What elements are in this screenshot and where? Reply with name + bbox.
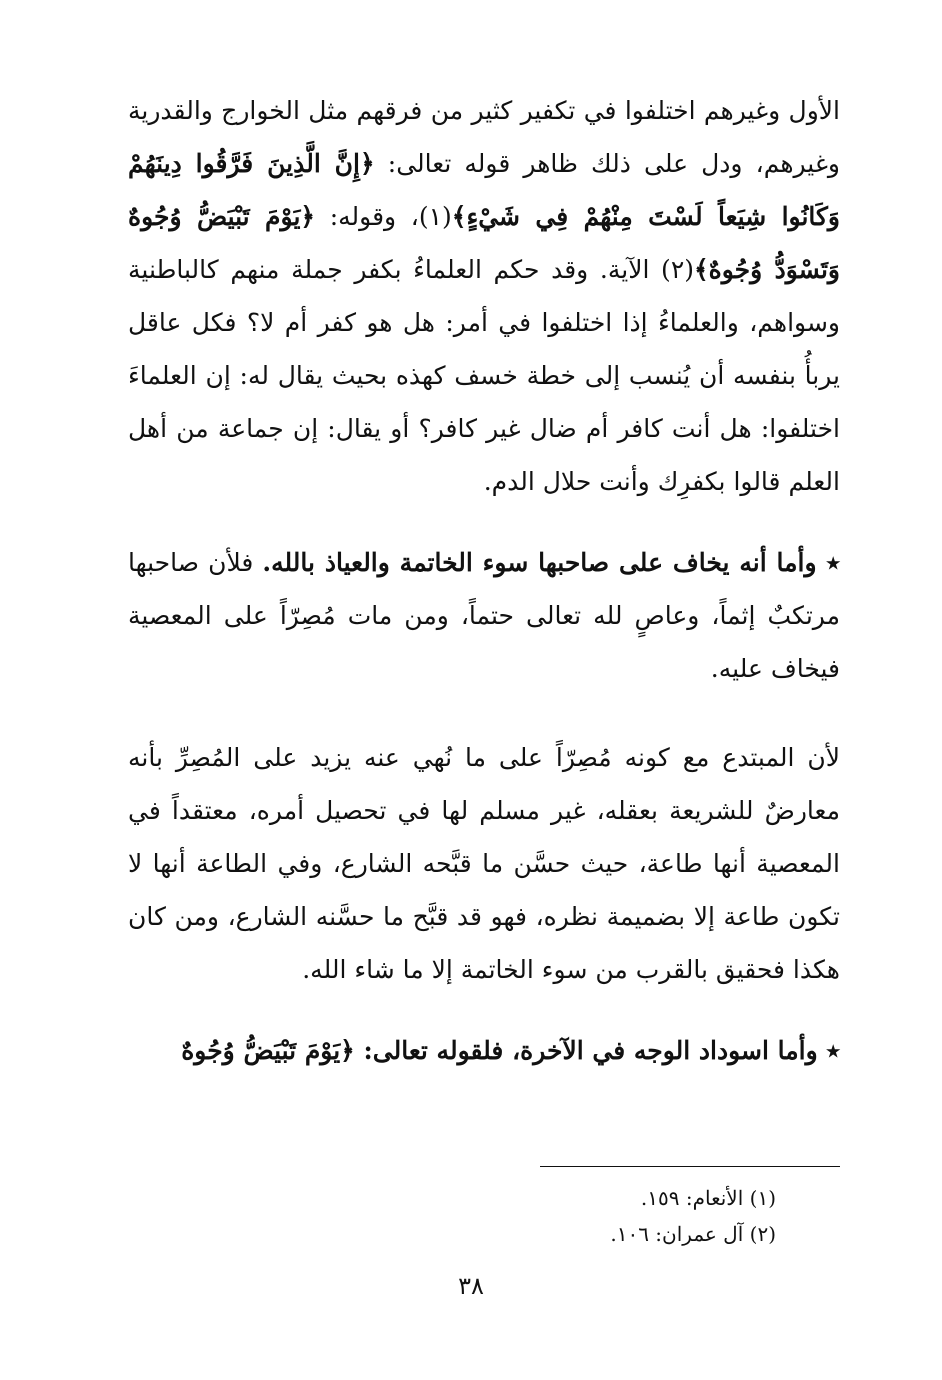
paragraph-2 [128,536,840,695]
text-segment: الأول وغيرهم اختلفوا في تكفير كثير من فرقهم مثل الخوارج والقدرية وغيرهم، ودل على ذلك ظاهر قوله تعالى: [128,96,841,178]
text-segment: فلأن صاحبها مرتكبٌ إثماً، وعاصٍ لله تعالى حتماً، ومن مات مُصِرّاً على المعصية فيخاف عليه. [128,548,840,683]
footnote-1: (١) الأنعام: ١٥٩. [640,1186,776,1210]
page-number: ٣٨ [458,1272,484,1300]
paragraph-1 [128,84,840,508]
paragraph-4 [128,1024,840,1077]
quran-verse: ﴿إِنَّ الَّذِينَ فَرَّقُوا دِينَهُمْ وَكَانُوا شِيَعاً لَسْتَ مِنْهُمْ فِي شَيْءٍ﴾ [128,149,841,231]
footnote-divider [540,1166,840,1167]
quran-verse: ﴿يَوْمَ تَبْيَضُّ وُجُوهٌ [181,1036,355,1065]
star-bullet: ٭ [816,548,841,577]
text-segment: (١)، وقوله: [315,202,452,231]
main-text [128,84,840,1077]
footnotes [500,1180,840,1252]
quran-verse: ﴿يَوْمَ تَبْيَضُّ وُجُوهٌ وَتَسْوَدُّ وُجُوهٌ﴾ [128,202,840,284]
paragraph-3 [128,731,840,996]
text-segment: لأن المبتدع مع كونه مُصِرّاً على ما نُهي عنه يزيد على المُصِرِّ بأنه معارضٌ للشريعة بعقله، غير مسلم لها في تحصيل أمره، معتقداً في المعصية أنها طاعة، حيث حسَّن ما قبَّحه الشارع، وفي الطاعة أنها لا تكون طاعة إلا بضميمة نظره، فهو قد قبَّح ما حسَّنه الشارع، ومن كان هكذا فحقيق بالقرب من سوء الخاتمة إلا ما شاء الله. [128,743,840,984]
footnote-2: (٢) آل عمران: ١٠٦. [610,1222,776,1246]
section-heading: وأما أنه يخاف على صاحبها سوء الخاتمة والعياذ بالله. [262,548,817,577]
star-bullet: ٭ [817,1036,840,1065]
text-segment: (٢) الآية. وقد حكم العلماءُ بكفر جملة منهم كالباطنية وسواهم، والعلماءُ إذا اختلفوا في أمر: هل هو كفر أم لا؟ فكل عاقل يربأُ بنفسه أن يُنسب إلى خطة خسف كهذه بحيث يقال له: إن العلماءَ اختلفوا: هل أنت كافر أم ضال غير كافر؟ أو يقال: إن جماعة من أهل العلم قالوا بكفرِك وأنت حلال الدم. [128,255,840,496]
section-heading: وأما اسوداد الوجه في الآخرة، فلقوله تعالى: [354,1036,818,1065]
